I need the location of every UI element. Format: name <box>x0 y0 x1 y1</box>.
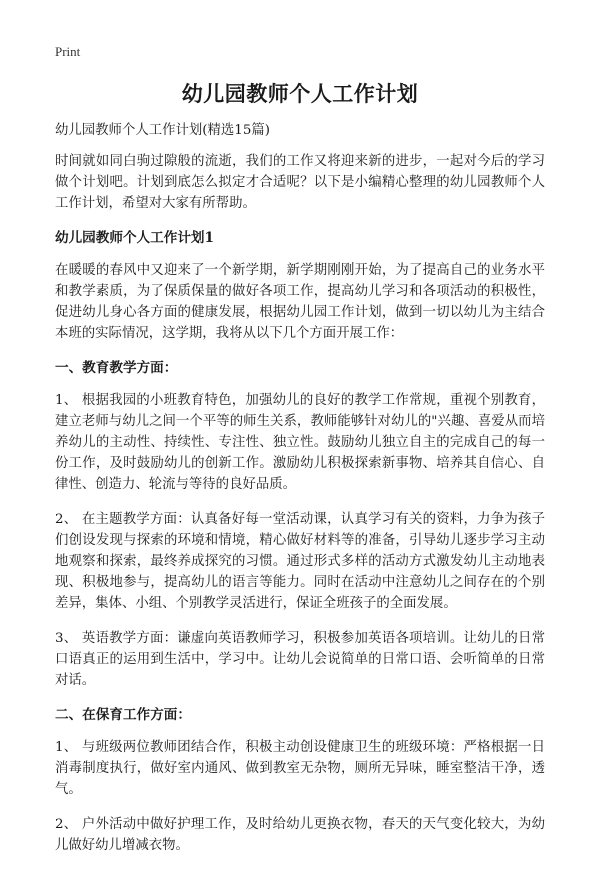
document-body <box>55 120 545 870</box>
document-subtitle: 幼儿园教师个人工作计划(精选15篇) <box>55 123 270 138</box>
print-link[interactable]: Print <box>55 44 81 59</box>
list-item: 2、 在主题教学方面：认真备好每一堂活动课，认真学习有关的资料，力争为孩子们创设发现与探索的环境和情境，精心做好材料等的准备，引导幼儿逐步学习主动地观察和探索，最终养成探究的习惯。通过形式多样的活动方式激发幼儿主动地表现、积极地参与，提高幼儿的语言等能力。同时在活动中注意幼儿之间存在的个别差异，集体、小组、个别教学灵活进行，保证全班孩子的全面发展。 <box>55 512 545 611</box>
part-heading-care: 二、在保育工作方面： <box>55 707 191 723</box>
list-item: 1、 与班级两位教师团结合作，积极主动创设健康卫生的班级环境：严格根据一日消毒制度执行，做好室内通风、做到教室无杂物，厕所无异味，睡室整洁干净，透气。 <box>55 740 545 797</box>
page-title: 幼儿园教师个人工作计划 <box>181 81 419 106</box>
list-item: 1、 根据我园的小班教育特色，加强幼儿的良好的教学工作常规，重视个别教育，建立老师与幼儿之间一个平等的师生关系，教师能够针对幼儿的"兴趣、喜爱从而培养幼儿的主动性、持续性、专注性、独立性。鼓励幼儿独立自主的完成自己的每一份工作，及时鼓励幼儿的创新工作。激励幼儿积极探索新事物、培养其自信心、自律性、创造力、轮流与等待的良好品质。 <box>55 393 545 492</box>
section-opening-paragraph: 在暖暖的春风中又迎来了一个新学期，新学期刚刚开始，为了提高自己的业务水平和教学素质，为了保质保量的做好各项工作，提高幼儿学习和各项活动的积极性，促进幼儿身心各方面的健康发展，根据幼儿园工作计划，做到一切以幼儿为主结合本班的实际情况，这学期，我将从以下几个方面开展工作： <box>55 263 545 341</box>
section-heading: 幼儿园教师个人工作计划1 <box>55 230 214 246</box>
part-heading-teaching: 一、教育教学方面： <box>55 360 178 376</box>
list-item: 3、 英语教学方面：谦虚向英语教师学习，积极参加英语各项培训。让幼儿的日常口语真正的运用到生活中，学习中。让幼儿会说简单的日常口语、会听简单的日常对话。 <box>55 631 545 688</box>
intro-paragraph: 时间就如同白驹过隙般的流逝，我们的工作又将迎来新的进步，一起对今后的学习做个计划吧。计划到底怎么拟定才合适呢？以下是小编精心整理的幼儿园教师个人工作计划，希望对大家有所帮助。 <box>55 154 545 211</box>
list-item: 2、 户外活动中做好护理工作，及时给幼儿更换衣物，春天的天气变化较大，为幼儿做好幼儿增减衣物。 <box>55 817 545 853</box>
